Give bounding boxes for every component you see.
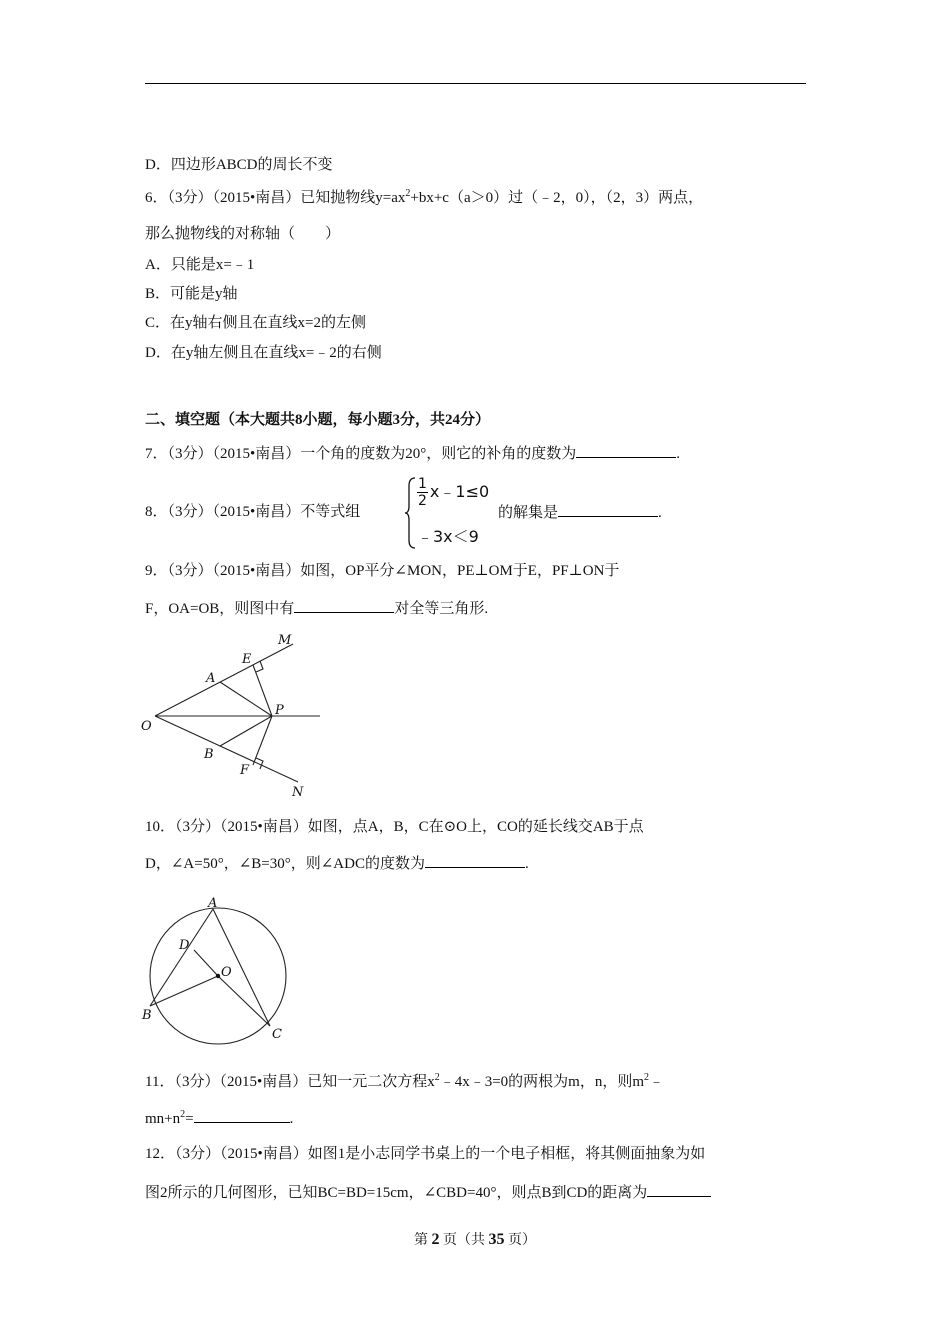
segment-od (194, 950, 218, 976)
footer-pre: 第 (414, 1233, 428, 1248)
q9-stem-line2 (145, 598, 488, 619)
q7-stem (145, 443, 680, 464)
q12-stem-line1: 12．（3分）（2015•南昌）如图1是小志同学书桌上的一个电子相框，将其侧面抽象为如 (145, 1146, 706, 1162)
q11-exponent-3: 2 (180, 1109, 186, 1120)
q11-text-c: ﹣ (649, 1074, 665, 1090)
q11-text-e: = (185, 1111, 194, 1127)
q9-text-a: F，OA=OB，则图中有 (145, 601, 295, 617)
header-rule (145, 83, 806, 84)
label-f: F (240, 763, 250, 778)
segment-ap (220, 682, 272, 716)
q12-text: 图2所示的几何图形，已知BC=BD=15cm，∠CBD=40°，则点B到CD的距离为 (145, 1185, 648, 1201)
fraction-numerator: 1 (418, 476, 427, 492)
page-total: 35 (488, 1231, 505, 1248)
q6-stem-line1 (145, 188, 703, 208)
label-a: A (208, 896, 218, 911)
segment-pf (253, 716, 272, 765)
fraction-denominator: 2 (418, 493, 427, 509)
one-half-fraction (417, 476, 428, 509)
q5-option-d: D．四边形ABCD的周长不变 (145, 157, 333, 173)
q7-answer-blank (576, 443, 676, 458)
q11-exponent-2: 2 (644, 1072, 649, 1083)
q11-stem-line2 (145, 1108, 293, 1129)
q6-exponent: 2 (405, 188, 411, 199)
q7-text: 7．（3分）（2015•南昌）一个角的度数为20°，则它的补角的度数为 (145, 446, 577, 462)
segment-pe (253, 665, 272, 716)
q10-circle-figure (138, 892, 294, 1050)
q6-text-a: 6．（3分）（2015•南昌）已知抛物线y=ax (145, 190, 406, 206)
q6-text-b: +bx+c（a＞0）过（﹣2，0），（2，3）两点， (410, 190, 704, 206)
left-brace-icon (405, 476, 417, 550)
q12-stem-line2 (145, 1182, 711, 1203)
q10-period: . (524, 856, 529, 872)
q6-option-b: B．可能是y轴 (145, 286, 238, 302)
q11-text-a: 11．（3分）（2015•南昌）已知一元二次方程x (145, 1074, 435, 1090)
q12-answer-blank (647, 1182, 711, 1197)
label-c: C (272, 1027, 282, 1042)
center-point (216, 974, 220, 978)
label-o: O (141, 719, 152, 734)
q9-text-b: 对全等三角形. (394, 601, 489, 617)
q8-inequality-1 (417, 476, 489, 509)
q8-stem-prefix: 8．（3分）（2015•南昌）不等式组 (145, 504, 361, 520)
label-p: P (275, 703, 284, 718)
q9-answer-blank (294, 598, 394, 613)
q11-text-d: mn+n (145, 1111, 181, 1127)
ray-on (155, 716, 298, 782)
q6-option-c: C．在y轴右侧且在直线x=2的左侧 (145, 315, 366, 331)
label-n: N (292, 785, 304, 800)
label-m: M (278, 633, 292, 648)
q8-inequality-2: ﹣3x＜9 (417, 527, 479, 546)
q10-stem-line2 (145, 853, 529, 874)
q8-stem-suffix (498, 502, 662, 523)
page-footer (0, 1229, 950, 1249)
label-e: E (242, 652, 252, 667)
footer-mid: 页（共 (443, 1233, 485, 1248)
label-b: B (204, 747, 214, 762)
q6-option-a: A．只能是x=﹣1 (145, 257, 255, 273)
q6-option-d: D．在y轴左侧且在直线x=﹣2的右侧 (145, 345, 382, 361)
q9-stem-line1: 9．（3分）（2015•南昌）如图，OP平分∠MON，PE⊥OM于E，PF⊥ON于 (145, 563, 620, 579)
q8-period: . (658, 505, 662, 521)
chord-ab (150, 909, 213, 1006)
q11-stem-line1 (145, 1072, 664, 1092)
q7-period: . (676, 446, 681, 462)
q10-text-a: D，∠A=50°，∠B=30°，则∠ADC的度数为 (145, 856, 425, 872)
label-a: A (206, 671, 216, 686)
q8-inequality-1-rest: x﹣1≤0 (429, 482, 490, 501)
q9-angle-bisector-figure (138, 630, 328, 802)
ray-om (155, 644, 293, 716)
footer-post: 页） (508, 1233, 536, 1248)
q10-stem-line1: 10．（3分）（2015•南昌）如图，点A，B，C在⊙O上，CO的延长线交AB于点 (145, 819, 644, 835)
q11-text-b: ﹣4x﹣3=0的两根为m，n，则m (439, 1074, 644, 1090)
segment-co (218, 976, 270, 1026)
q6-stem-line2: 那么抛物线的对称轴（ ） (145, 226, 341, 242)
segment-bp (220, 716, 272, 746)
page-number: 2 (431, 1231, 440, 1248)
q11-period: . (289, 1111, 294, 1127)
label-o: O (221, 965, 232, 980)
section-heading: 二、填空题（本大题共8小题，每小题3分，共24分） (145, 412, 491, 428)
q11-exponent-1: 2 (434, 1072, 440, 1083)
q11-answer-blank (194, 1108, 290, 1123)
q8-answer-blank (558, 502, 658, 517)
q10-answer-blank (425, 853, 525, 868)
q8-text-b: 的解集是 (498, 505, 559, 521)
label-d: D (179, 938, 190, 953)
label-b: B (142, 1008, 152, 1023)
